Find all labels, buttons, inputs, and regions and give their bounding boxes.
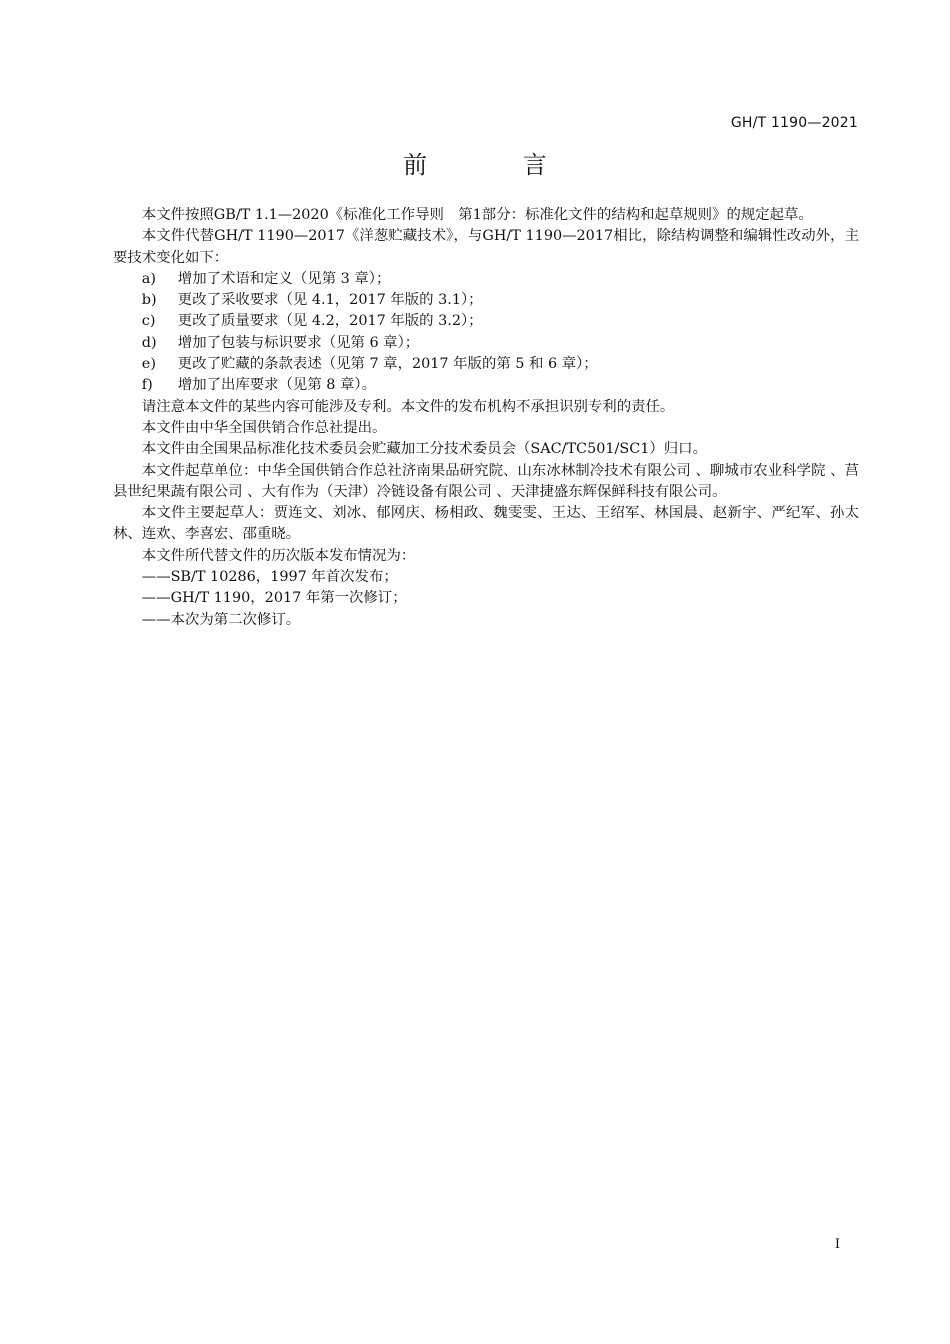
list-marker: c): [141, 313, 156, 330]
list-item-text: 更改了贮藏的条款表述（见第 7 章，2017 年版的第 5 和 6 章）；: [177, 356, 598, 373]
list-item-text: 增加了包装与标识要求（见第 6 章）；: [177, 334, 420, 351]
list-item-text: 更改了采收要求（见 4.1，2017 年版的 3.1）；: [177, 292, 483, 309]
history-item: ——SB/T 10286，1997 年首次发布；: [141, 569, 398, 586]
list-item: [113, 290, 859, 311]
list-marker: a): [141, 270, 156, 287]
list-item-text: 增加了术语和定义（见第 3 章）；: [177, 270, 391, 287]
paragraph-drafting-units: 本文件起草单位：中华全国供销合作总社济南果品研究院、山东冰林制冷技术有限公司 、聊城市农业科学院 、莒县世纪果蔬有限公司 、大有作为（天津）冷链设备有限公司 、天津捷盛东辉保鲜科技有限公司。: [113, 462, 859, 500]
list-item: [113, 354, 859, 375]
history-item: ——本次为第二次修订。: [141, 611, 301, 628]
page-title: 前 言: [403, 151, 591, 179]
changes-list: [113, 269, 859, 397]
foreword-body: [113, 205, 859, 631]
page-number: I: [834, 1237, 840, 1252]
document-code: GH/T 1190—2021: [730, 115, 858, 131]
paragraph-replacement: 本文件代替GH/T 1190—2017《洋葱贮藏技术》，与GH/T 1190—2017相比，除结构调整和编辑性改动外，主要技术变化如下：: [113, 228, 859, 266]
list-marker: e): [141, 356, 156, 373]
history-list: [113, 567, 859, 631]
paragraph-patent-notice: 请注意本文件的某些内容可能涉及专利。本文件的发布机构不承担识别专利的责任。: [141, 398, 675, 415]
list-item: [113, 311, 859, 332]
paragraph-centralized-by: 本文件由全国果品标准化技术委员会贮藏加工分技术委员会（SAC/TC501/SC1）归口。: [141, 441, 707, 458]
list-item: [113, 333, 859, 354]
list-item: [113, 375, 859, 396]
list-item-text: 增加了出库要求（见第 8 章）。: [177, 377, 376, 394]
list-item: [113, 269, 859, 290]
paragraph-proposed-by: 本文件由中华全国供销合作总社提出。: [141, 419, 387, 436]
paragraph-history-intro: 本文件所代替文件的历次版本发布情况为：: [141, 547, 416, 564]
list-item-text: 更改了质量要求（见 4.2，2017 年版的 3.2）；: [177, 313, 483, 330]
paragraph-drafters: 本文件主要起草人：贾连文、刘冰、郁网庆、杨相政、魏雯雯、王达、王绍军、林国晨、赵新宇、严纪军、孙太林、连欢、李喜宏、邵重晓。: [113, 505, 859, 543]
history-item: ——GH/T 1190，2017 年第一次修订；: [141, 590, 407, 607]
list-marker: d): [141, 334, 157, 351]
list-marker: b): [141, 292, 157, 309]
list-marker: f): [141, 377, 153, 394]
paragraph-drafting-basis: 本文件按照GB/T 1.1—2020《标准化工作导则 第1部分：标准化文件的结构和起草规则》的规定起草。: [141, 207, 813, 223]
